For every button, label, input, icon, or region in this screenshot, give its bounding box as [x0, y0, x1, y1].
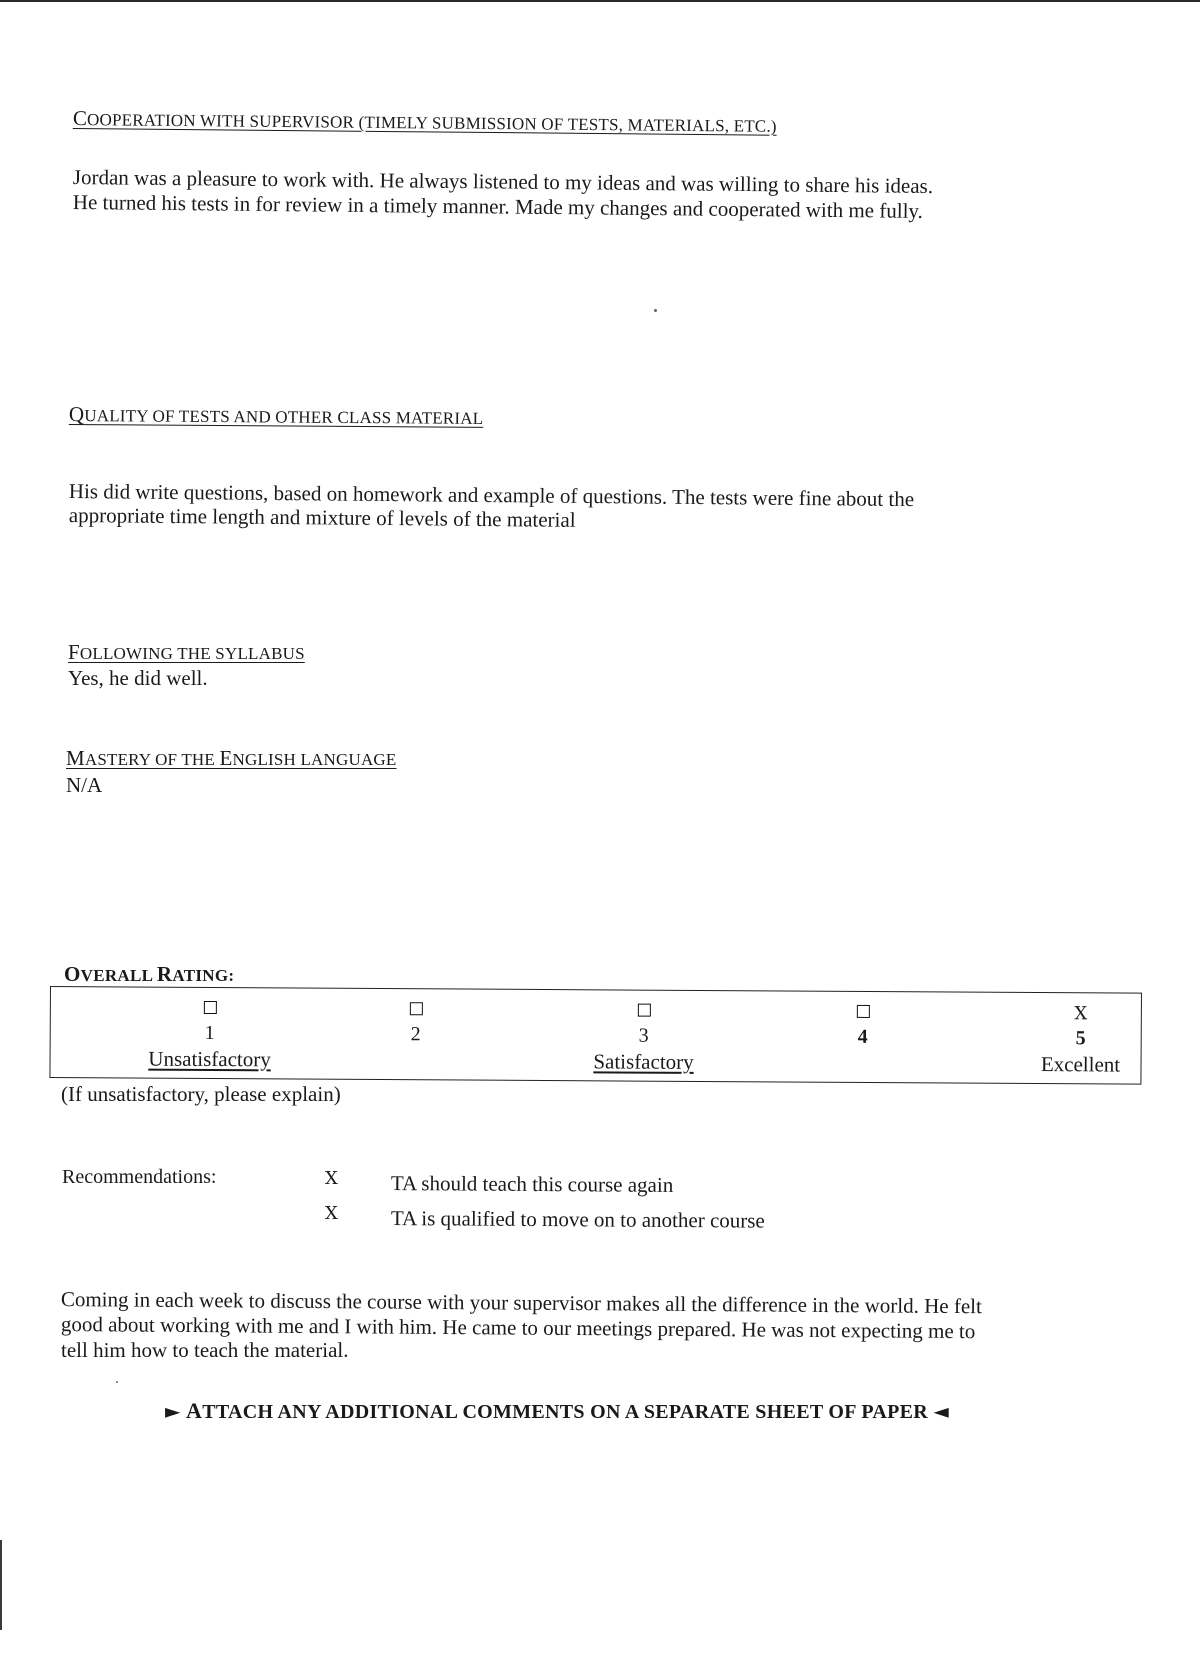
closing-comment-line-3: tell him how to teach the material. [61, 1338, 349, 1362]
scan-speck [116, 1381, 118, 1383]
cooperation-comment-line-1: Jordan was a pleasure to work with. He always listened to my ideas and was willing to share his ideas. [72, 164, 934, 199]
rating-4-number: 4 [857, 1025, 868, 1048]
rating-1-number: 1 [204, 1021, 215, 1045]
rating-1-label: Unsatisfactory [148, 1046, 271, 1072]
attach-comments-instruction: ► ATTACH ANY ADDITIONAL COMMENTS ON A SEPARATE SHEET OF PAPER ◄ [165, 1398, 950, 1423]
syllabus-comment: Yes, he did well. [68, 666, 208, 690]
rating-5-number: 5 [1075, 1027, 1086, 1050]
scan-left-edge [0, 1540, 2, 1630]
closing-comment-line-2: good about working with me and I with him. He came to our meetings prepared. He was not expecting me to [60, 1312, 976, 1344]
rating-5-checked-x-icon[interactable]: X [1074, 1003, 1088, 1025]
rating-option-4 [773, 997, 953, 1050]
recommendations-label: Recommendations: [62, 1166, 217, 1188]
overall-rating-box [49, 986, 1142, 1085]
rating-option-2 [326, 995, 506, 1048]
recommendation-1-checked-x-icon[interactable]: X [325, 1168, 338, 1189]
rating-option-5 [990, 999, 1170, 1078]
rating-option-1 [119, 993, 299, 1072]
rating-5-label: Excellent [1040, 1052, 1121, 1077]
syllabus-heading: FOLLOWING THE SYLLABUS [68, 640, 305, 664]
right-pointer-icon: ► [165, 1399, 181, 1423]
cooperation-comment-line-2: He turned his tests in for review in a timely manner. Made my changes and cooperated with me fully. [72, 189, 924, 223]
quality-comment-line-2: appropriate time length and mixture of levels of the material [68, 502, 576, 532]
overall-rating-title: OVERALL RATING: [64, 962, 235, 986]
unsatisfactory-explain-note: (If unsatisfactory, please explain) [61, 1082, 341, 1106]
rating-3-label: Satisfactory [593, 1049, 694, 1074]
english-heading: MASTERY OF THE ENGLISH LANGUAGE [66, 746, 397, 770]
rating-3-checkbox[interactable] [637, 1004, 650, 1017]
rating-1-checkbox[interactable] [203, 1001, 216, 1014]
left-pointer-icon: ◄ [933, 1399, 950, 1423]
recommendation-1-text: TA should teach this course again [390, 1171, 674, 1197]
cooperation-heading: COOPERATION WITH SUPERVISOR (TIMELY SUBMISSION OF TESTS, MATERIALS, ETC.) [72, 106, 777, 136]
rating-2-checkbox[interactable] [409, 1002, 422, 1015]
scan-speck [654, 309, 657, 312]
rating-option-3 [553, 996, 733, 1075]
recommendation-2-text: TA is qualified to move on to another course [390, 1206, 765, 1233]
quality-heading: QUALITY OF TESTS AND OTHER CLASS MATERIAL [68, 402, 484, 428]
english-comment: N/A [66, 773, 103, 797]
rating-3-number: 3 [638, 1024, 649, 1047]
scan-top-edge [0, 0, 1200, 2]
rating-2-number: 2 [410, 1023, 421, 1046]
rating-4-checkbox[interactable] [856, 1005, 869, 1018]
recommendation-2-checked-x-icon[interactable]: X [325, 1203, 338, 1224]
quality-comment-line-1: His did write questions, based on homework and example of questions. The tests were fine about the [68, 478, 915, 512]
closing-comment-line-1: Coming in each week to discuss the course with your supervisor makes all the difference in the world. He felt [60, 1287, 982, 1319]
